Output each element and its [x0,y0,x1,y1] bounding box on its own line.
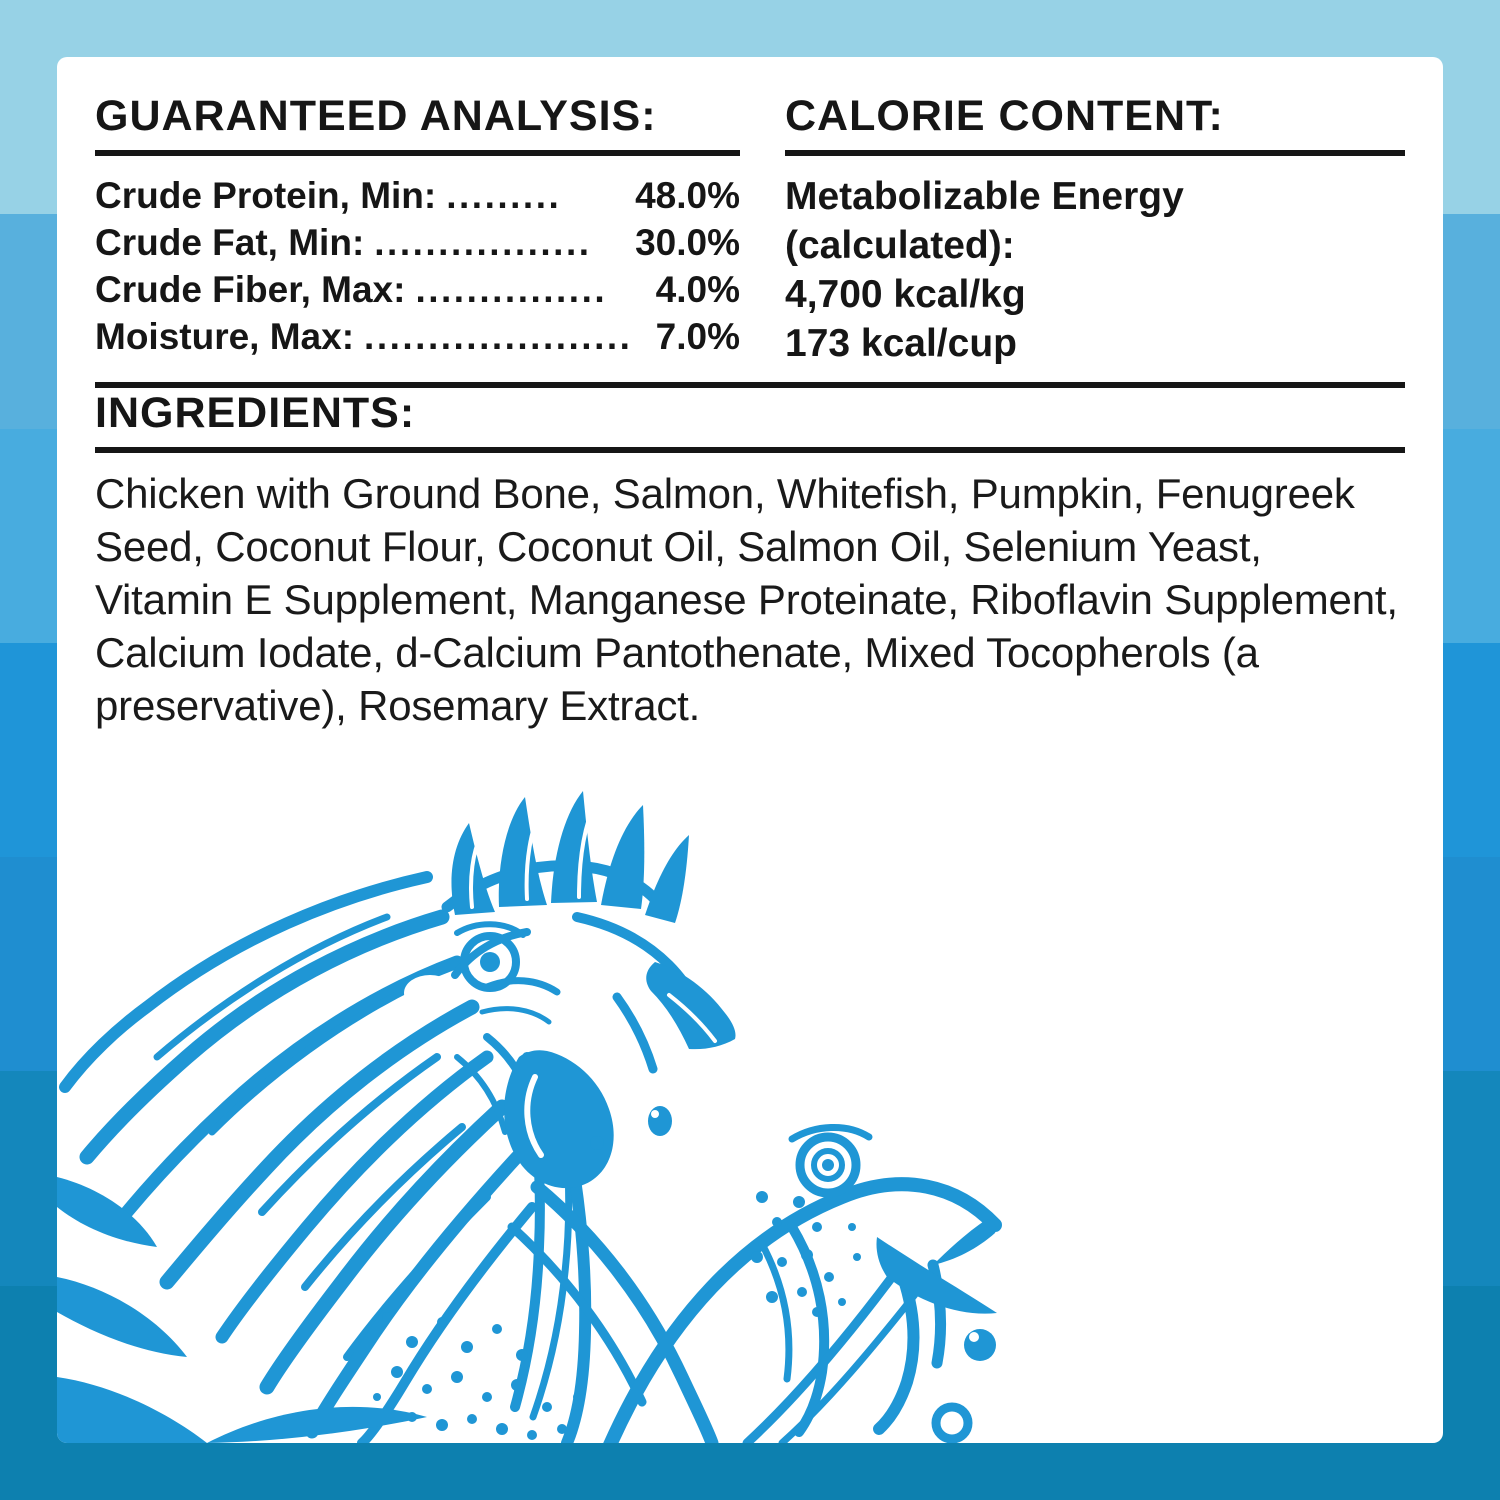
analysis-value: 48.0% [635,175,740,216]
guaranteed-analysis-title: GUARANTEED ANALYSIS: [95,92,657,140]
analysis-label: Moisture, Max: [95,316,355,357]
calorie-content-title: CALORIE CONTENT: [785,92,1224,140]
leader-dots: ............... [415,269,608,310]
analysis-label: Crude Fiber, Max: [95,269,406,310]
top-columns [95,91,1405,368]
calorie-content-underline [785,150,1405,156]
rooster-salmon-line-art [57,757,1443,1443]
rooster-and-salmon-illustration [57,757,1443,1443]
analysis-label: Crude Protein, Min: [95,175,437,216]
analysis-label: Crude Fat, Min: [95,222,365,263]
calorie-content-lines [785,172,1405,368]
ingredients-title: INGREDIENTS: [95,389,416,437]
calorie-line: Metabolizable Energy [785,175,1184,218]
calorie-line: 4,700 kcal/kg [785,273,1026,316]
guaranteed-analysis-underline [95,150,740,156]
leader-dots: ................. [374,222,592,263]
analysis-row-crude-protein [95,172,740,219]
analysis-row-moisture [95,313,740,360]
analysis-value: 30.0% [635,222,740,263]
analysis-value: 4.0% [655,269,740,310]
guaranteed-analysis-rows [95,172,740,360]
calorie-content-section [785,91,1405,368]
leader-dots: ..................... [364,316,633,357]
ingredients-text: Chicken with Ground Bone, Salmon, Whitefish, Pumpkin, Fenugreek Seed, Coconut Flour, Coconut Oil, Salmon Oil, Selenium Yeast, Vitamin E Supplement, Manganese Proteinate, Riboflavin Supplement, Calcium Iodate, d-Calcium Pantothenate, Mixed Tocopherols (a preservative), Rosemary Extract. [95,470,1398,729]
analysis-value: 7.0% [655,316,740,357]
calorie-line: (calculated): [785,224,1015,267]
calorie-line: 173 kcal/cup [785,322,1017,365]
ingredients-underline [95,447,1405,453]
analysis-row-crude-fiber [95,266,740,313]
guaranteed-analysis-section [95,91,740,368]
pet-food-label-card [57,57,1443,1443]
analysis-row-crude-fat [95,219,740,266]
leader-dots: ......... [446,175,562,216]
